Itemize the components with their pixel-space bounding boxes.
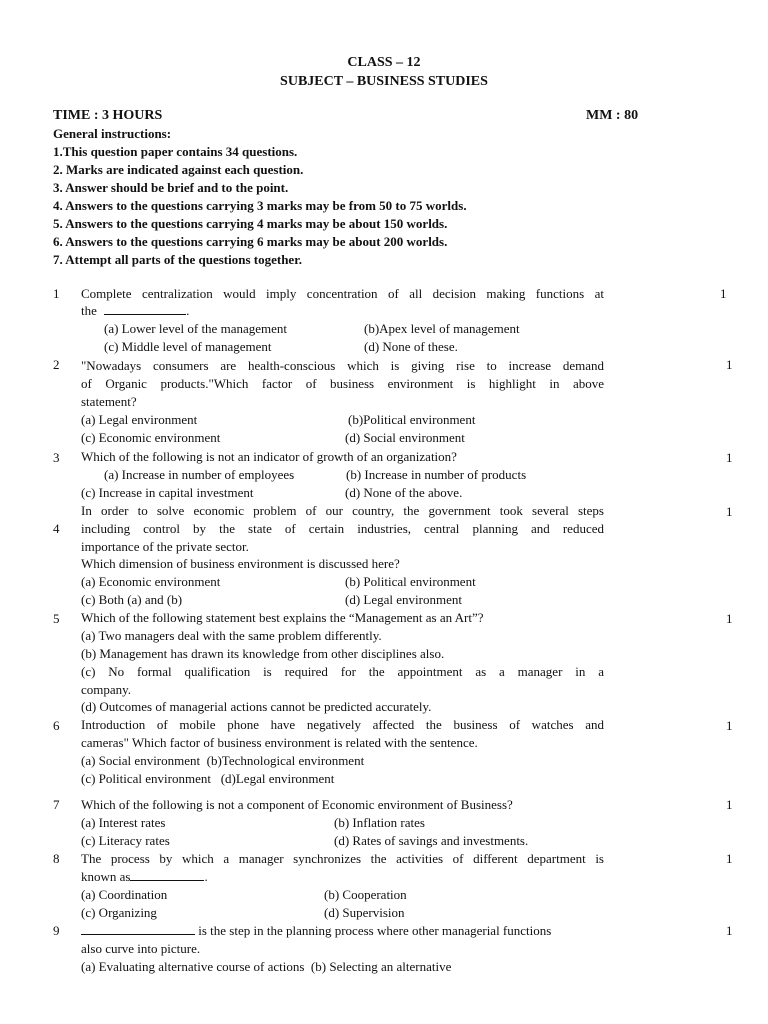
question-text: The process by which a manager synchronizes the activities of different department is [81,851,604,866]
option-c-continued: company. [81,682,132,697]
question-marks: 1 [726,450,733,465]
instruction-item: 5. Answers to the questions carrying 4 marks may be about 150 worlds. [53,216,448,231]
option-a: (a) Lower level of the management [104,321,287,336]
question-text-line [81,302,189,320]
question-text: . [186,303,190,318]
option-a: (a) Legal environment [81,412,198,427]
question-text: Complete centralization would imply concentration of all decision making functions at [81,286,604,301]
question-marks: 1 [726,851,733,866]
instruction-item: 2. Marks are indicated against each question. [53,162,304,177]
question-number: 2 [53,357,60,372]
time-label: TIME : 3 HOURS [53,108,163,123]
question-marks: 1 [726,611,733,626]
question-text-line [81,922,604,940]
question-number: 5 [53,611,60,626]
option-a-b: (a) Social environment (b)Technological environment [81,753,365,768]
question-text: Which of the following statement best explains the “Management as an Art”? [81,610,484,625]
option-d: (d) None of the above. [345,485,463,500]
option-d: (d) Social environment [345,430,465,445]
option-b: (b) Management has drawn its knowledge from other disciplines also. [81,646,445,661]
answer-blank [81,922,195,935]
question-text: of Organic products."Which factor of business environment is highlight in above [81,376,604,391]
question-marks: 1 [726,504,733,519]
option-b: (b) Cooperation [324,887,407,902]
question-text: "Nowadays consumers are health-conscious which is giving rise to increase demand [81,358,604,373]
question-text: Which dimension of business environment is discussed here? [81,556,400,571]
question-number: 8 [53,851,60,866]
class-heading: CLASS – 12 [347,55,421,70]
option-c: (c) Both (a) and (b) [81,592,183,607]
option-b: (b) Political environment [345,574,476,589]
option-c: (c) Economic environment [81,430,221,445]
question-text: Which of the following is not a component of Economic environment of Business? [81,797,513,812]
question-text: importance of the private sector. [81,539,249,554]
option-b: (b) Increase in number of products [346,467,527,482]
question-number: 3 [53,450,60,465]
option-c: (c) Organizing [81,905,157,920]
question-marks: 1 [726,357,733,372]
option-d: (d) Rates of savings and investments. [334,833,529,848]
option-d: (d) Legal environment [345,592,462,607]
question-number: 6 [53,718,60,733]
option-d: (d) Outcomes of managerial actions cannot be predicted accurately. [81,699,432,714]
question-number: 4 [53,521,60,536]
question-number: 1 [53,286,60,301]
subject-heading: SUBJECT – BUSINESS STUDIES [280,74,488,89]
option-c: (c) Increase in capital investment [81,485,254,500]
question-text: Introduction of mobile phone have negatively affected the business of watches and [81,717,604,732]
instructions-title: General instructions: [53,126,172,141]
instruction-item: 3. Answer should be brief and to the point. [53,180,289,195]
question-text: cameras" Which factor of business environment is related with the sentence. [81,735,478,750]
option-b: (b)Apex level of management [364,321,520,336]
instruction-item: 6. Answers to the questions carrying 6 marks may be about 200 worlds. [53,234,448,249]
question-text: . [204,869,208,884]
option-c: (c) No formal qualification is required for the appointment as a manager in a [81,664,604,679]
answer-blank [104,302,186,315]
option-a: (a) Two managers deal with the same problem differently. [81,628,382,643]
option-a: (a) Increase in number of employees [104,467,295,482]
question-number: 7 [53,797,60,812]
option-d: (d) None of these. [364,339,458,354]
instruction-item: 1.This question paper contains 34 questions. [53,144,298,159]
question-text: In order to solve economic problem of our country, the government took several steps [81,503,604,518]
option-b: (b)Political environment [348,412,476,427]
question-text: statement? [81,394,137,409]
option-c-d: (c) Political environment (d)Legal environment [81,771,335,786]
question-text: Which of the following is not an indicator of growth of an organization? [81,449,457,464]
question-marks: 1 [726,718,733,733]
question-text: the [81,303,97,318]
option-c: (c) Literacy rates [81,833,170,848]
option-b: (b) Inflation rates [334,815,425,830]
instruction-item: 4. Answers to the questions carrying 3 marks may be from 50 to 75 worlds. [53,198,467,213]
option-c: (c) Middle level of management [104,339,272,354]
question-text-line [81,868,208,886]
question-number: 9 [53,923,60,938]
question-text: also curve into picture. [81,941,201,956]
question-text: known as [81,869,131,884]
option-a: (a) Coordination [81,887,168,902]
instruction-item: 7. Attempt all parts of the questions together. [53,252,303,267]
question-marks: 1 [720,286,727,301]
question-marks: 1 [726,797,733,812]
answer-blank [130,868,204,881]
question-text: is the step in the planning process where other managerial functions [195,923,552,938]
option-d: (d) Supervision [324,905,405,920]
max-marks-label: MM : 80 [586,108,639,123]
question-text: including control by the state of certain industries, central planning and reduced [81,521,604,536]
question-marks: 1 [726,923,733,938]
option-a: (a) Economic environment [81,574,221,589]
option-a-b: (a) Evaluating alternative course of actions (b) Selecting an alternative [81,959,452,974]
option-a: (a) Interest rates [81,815,166,830]
